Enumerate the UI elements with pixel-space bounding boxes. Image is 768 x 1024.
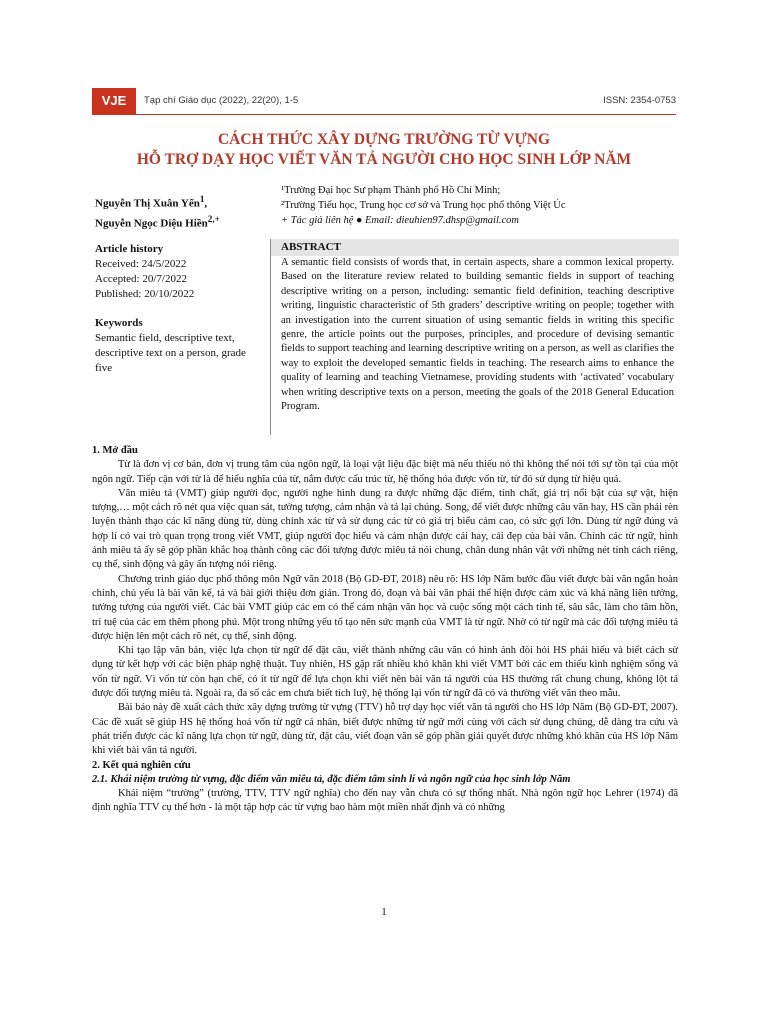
vje-logo: VJE (92, 88, 136, 114)
title-line-2: HỖ TRỢ DẠY HỌC VIẾT VĂN TẢ NGƯỜI CHO HỌC SINH LỚP NĂM (136, 151, 632, 168)
issn-number: ISSN: 2354-0753 (603, 95, 676, 106)
section-heading-2: 2. Kết quả nghiên cứu (92, 759, 191, 771)
article-meta (95, 242, 265, 376)
accepted-date: Accepted: 20/7/2022 (95, 273, 187, 285)
journal-header (92, 88, 676, 114)
abstract-box (270, 239, 679, 435)
journal-reference: Tạp chí Giáo dục (2022), 22(20), 1-5 (144, 95, 299, 106)
keywords-text: Semantic field, descriptive text, descriptive text on a person, grade five (95, 332, 246, 374)
affiliation-2: ²Trường Tiểu học, Trung học cơ sở và Trung học phổ thông Việt Úc (281, 200, 566, 211)
published-date: Published: 20/10/2022 (95, 288, 195, 300)
affiliation-1: ¹Trường Đại học Sư phạm Thành phố Hồ Chí Minh; (281, 185, 501, 196)
article-history-heading: Article history (95, 243, 164, 255)
author-1: Nguyễn Thị Xuân Yến$^1$, (95, 194, 208, 210)
body-paragraph: Văn miêu tả (VMT) giúp người đọc, người nghe hình dung ra được những đặc điểm, tính chất, giá trị nổi bật của sự vật, hiện tượng,… một cách rõ nét qua việc quan sát, tưởng tượng, cảm nhận và tả lại chúng. Song, để viết được những câu văn hay, HS cần phải rèn luyện thành thạo các kĩ năng dùng từ, dùng chính xác từ và sử dụng các từ có giá trị biểu cảm cao, có sức gợi lớn. Dùng từ ngữ đúng và hợp lí có vai trò quan trọng trong viết VMT, giúp người đọc hiểu và cảm nhận được cái hay, cái đẹp của bài văn. Chính các từ ngữ, hình ảnh miêu tả ấy sẽ góp phần khắc hoạ thành công các đối tượng được miêu tả nói chung, chân dung nhân vật với những nét tính cách riêng, cụ thể, sinh động và gây ấn tượng nói riêng. (92, 487, 678, 571)
title-line-1: CÁCH THỨC XÂY DỰNG TRƯỜNG TỪ VỰNG (217, 131, 551, 148)
article-body (92, 444, 678, 816)
received-date: Received: 24/5/2022 (95, 258, 187, 270)
body-paragraph: Chương trình giáo dục phổ thông môn Ngữ văn 2018 (Bộ GD-ĐT, 2018) nêu rõ: HS lớp Năm bước đầu viết được bài văn ngắn hoàn chỉnh, chủ yếu là bài văn kể, tả và bài giới thiệu đơn giản. Trong đó, đoạn và bài văn phải thể hiện được cảm xúc và khả năng liên tưởng, tưởng tượng của người viết. Các bài VMT giúp các em có thể cảm nhận văn học và cuộc sống một cách tinh tế, sâu sắc, làm cho tâm hồn, trí tuệ của các em thêm phong phú. Một trong những yếu tố tạo nên sức mạnh của VMT là từ ngữ. Nhờ có từ ngữ mà các đối tượng miêu tả được hiện lên một cách rõ nét, cụ thể, sinh động. (92, 573, 678, 642)
affiliations (281, 183, 681, 228)
body-paragraph: Khái niệm “trường” (trường, TTV, TTV ngữ nghĩa) cho đến nay vẫn chưa có sự thống nhất. Nhà ngôn ngữ học Lehrer (1974) đã định nghĩa TTV cụ thể hơn - là một tập hợp các từ vựng bao hàm một miền nhất định và có những (92, 788, 678, 814)
body-paragraph: Khi tạo lập văn bản, việc lựa chọn từ ngữ để đặt câu, viết thành những câu văn có hình ảnh đòi hỏi HS phải hiểu và biết cách sử dụng từ kết hợp với các biện pháp nghệ thuật. Tuy nhiên, HS gặp rất nhiều khó khăn khi viết VMT bởi các em thiếu kinh nghiệm sống và vốn từ ngữ. Vì vốn từ còn hạn chế, có ít từ ngữ để lựa chọn khi viết nên bài văn tả người của HS thường rất chung chung, không lột tả được đối tượng miêu tả. Ngoài ra, đa số các em chưa biết tích luỹ, hệ thống lại vốn từ ngữ đã có và thường viết văn theo mẫu. (92, 645, 678, 700)
abstract-text: A semantic field consists of words that, in certain aspects, share a common lexical property. Based on the literature review related to building semantic fields in support of teaching descriptive writing on a person, including: semantic field definition, teaching descriptive writing, linguistic characteristic of 5th graders’ descriptive writing on people; together with an investigation into the current situation of using semantic fields in writing this specific genre, the article points out the purposes, principles, and procedure of devising semantic fields to support teaching and learning descriptive writing on a person, as well as clarifies the way to exploit the developed semantic fields in teaching. The research aims to enhance the quality of learning and teaching Vietnamese, providing students with ‘activated’ vocabulary when writing descriptive texts on a person, meeting the goals of the 2018 General Education Program. (281, 257, 674, 413)
author-2: Nguyễn Ngọc Diệu Hiền$^{2,+}$ (95, 213, 220, 230)
corresponding-author: + Tác giả liên hệ ● Email: dieuhien97.dhsp@gmail.com (281, 215, 520, 226)
subsection-heading-2-1: 2.1. Khái niệm trường từ vựng, đặc điểm văn miêu tả, đặc điểm tâm sinh lí và ngôn ngữ của học sinh lớp Năm (92, 773, 571, 785)
keywords-heading: Keywords (95, 317, 143, 329)
article-title (92, 130, 676, 170)
author-list (95, 192, 275, 231)
page-number: 1 (381, 906, 387, 918)
section-heading-1: 1. Mở đầu (92, 445, 138, 456)
body-paragraph: Bài báo này đề xuất cách thức xây dựng trường từ vựng (TTV) hỗ trợ dạy học viết văn tả người cho HS lớp Năm (Bộ GD-ĐT, 2007). Các đề xuất sẽ giúp HS hệ thống hoá vốn từ ngữ cá nhân, biết được những từ ngữ mới cùng với cách sử dụng chúng, dễ dàng tra cứu và phát triển được các kĩ năng lựa chọn từ ngữ, dùng từ, đặt câu, viết đoạn văn sẽ góp phần giải quyết được những khó khăn của HS lớp Năm khi viết bài văn tả người. (92, 702, 678, 757)
abstract-heading: ABSTRACT (281, 241, 341, 253)
header-divider (92, 114, 676, 115)
body-paragraph: Từ là đơn vị cơ bản, đơn vị trung tâm của ngôn ngữ, là loại vật liệu đặc biệt mà nếu thiếu nó thì không thể nói tới sự tồn tại của một ngôn ngữ. Tiếp cận với từ là để hiểu nghĩa của từ, nắm được cấu trúc từ, hệ thống hóa được vốn từ, từ đó sử dụng từ hiệu quả. (92, 459, 678, 485)
